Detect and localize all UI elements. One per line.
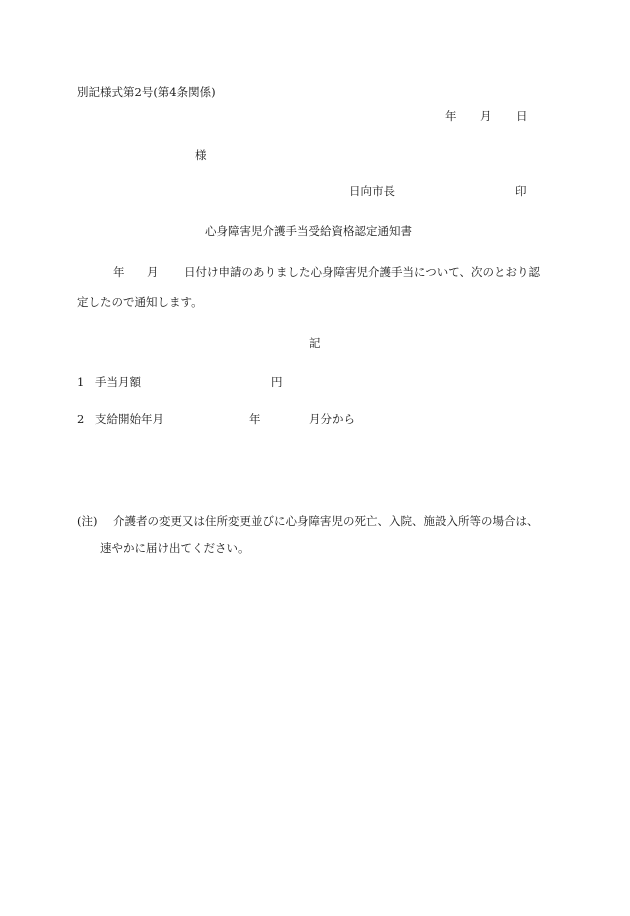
ki-label: 記: [309, 336, 321, 350]
date-month: 月: [480, 109, 492, 123]
item-2-year: 年: [249, 412, 261, 426]
item-2-label: 支給開始年月: [95, 412, 164, 426]
date-year: 年: [445, 109, 457, 123]
date-day: 日: [516, 109, 528, 123]
body-sentence-line2: 定したので通知します。: [77, 295, 203, 309]
item-1-label: 手当月額: [95, 375, 141, 389]
seal-mark: 印: [515, 184, 527, 198]
note-line1: 介護者の変更又は住所変更並びに心身障害児の死亡、入院、施設入所等の場合は、: [113, 514, 539, 528]
item-1-unit: 円: [271, 375, 283, 389]
body-sentence-line1: 日付け申請のありました心身障害児介護手当について、次のとおり認: [184, 265, 541, 279]
addressee-suffix: 様: [195, 148, 207, 162]
item-1-number: 1: [77, 375, 85, 389]
note-label: (注): [77, 514, 98, 528]
item-2-month-from: 月分から: [309, 412, 355, 426]
note-line2: 速やかに届け出てください。: [100, 541, 250, 555]
body-year: 年: [113, 265, 125, 279]
issuer-name: 日向市長: [349, 184, 395, 198]
form-header-label: 別記様式第2号(第4条関係): [77, 85, 216, 99]
item-2-number: 2: [77, 412, 85, 426]
document-title: 心身障害児介護手当受給資格認定通知書: [205, 224, 412, 238]
body-month: 月: [147, 265, 159, 279]
